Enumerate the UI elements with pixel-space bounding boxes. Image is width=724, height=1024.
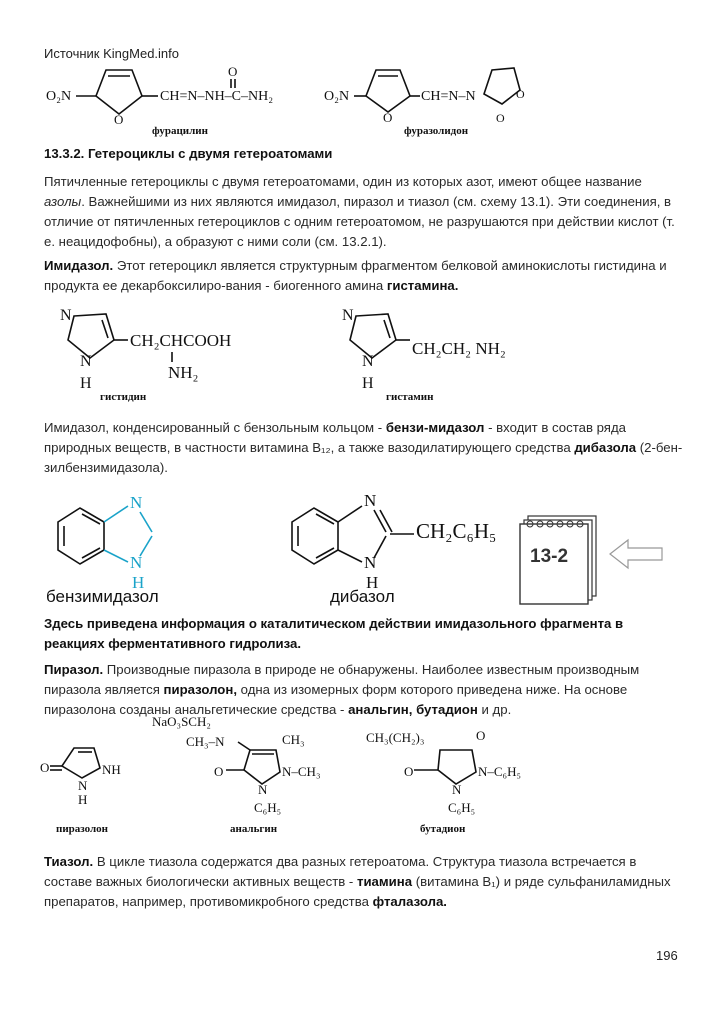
pyrazolone-figure bbox=[40, 714, 560, 838]
pyrazolone-n: N bbox=[78, 778, 88, 793]
histidine-name: гистидин bbox=[100, 391, 147, 403]
pyrazolone-bold: пиразолон, bbox=[163, 682, 237, 697]
dibazol-name: дибазол bbox=[330, 587, 395, 606]
histidine-n1: N bbox=[60, 307, 72, 324]
imidazole-text: Этот гетероцикл является структурным фрагментом белковой аминокислоты гистидина и продукта ее декарбоксилиро-вания - биогенного амина bbox=[44, 258, 667, 293]
histidine-histamine-figure bbox=[40, 296, 560, 404]
dibazol-bold: дибазола bbox=[574, 440, 637, 455]
furazolidon-ring-o: O bbox=[383, 110, 393, 125]
analgin-o: O bbox=[214, 764, 224, 779]
notebook-icon[interactable] bbox=[520, 516, 596, 604]
analgin-ch3: CH₃ bbox=[282, 732, 305, 747]
benzimidazole-n2: N bbox=[130, 553, 143, 572]
analgin-nch3: N–CH₃ bbox=[282, 764, 321, 779]
butadion-top: CH₃(CH₂)₃ bbox=[366, 730, 425, 745]
histamine-bold: гистамина. bbox=[386, 278, 459, 293]
thiazole-text-2: (витамина В₁) и ряде сульфаниламидных препаратов, например, противомикробного средства bbox=[44, 874, 671, 909]
intro-paragraph bbox=[44, 172, 684, 252]
intro-text-2: . Важнейшими из них являются имидазол, пиразол и тиазол (см. схему 13.1). Эти соединения, в отличие от пятичленных гетероциклов с одним гетероатомом, не разрушаются при действии кислот (т. е. неацидофобны), а образуют с ними соли (см. 13.2.1). bbox=[44, 194, 675, 249]
histamine-chain: CH₂CH₂ NH₂ bbox=[412, 339, 506, 358]
dibazol-n2: N bbox=[364, 553, 377, 572]
histamine-structure bbox=[342, 307, 506, 403]
histidine-h: H bbox=[80, 375, 92, 392]
section-heading: 13.3.2. Гетероциклы с двумя гетероатомами bbox=[44, 146, 333, 161]
butadion-nc6h5: N–C₆H₅ bbox=[478, 764, 522, 779]
pyrazole-text-1: Производные пиразола в природе не обнаружены. Наиболее известным производным пиразола является bbox=[44, 662, 640, 697]
pyrazolone-name: пиразолон bbox=[56, 823, 109, 835]
benzimidazole-bold: бензи-мидазол bbox=[385, 420, 485, 435]
benzimidazole-text-3: (2-бен-зилбензимидазола). bbox=[44, 440, 683, 475]
furacilin-name: фурацилин bbox=[152, 125, 208, 137]
furazolidon-ring-o2: O bbox=[516, 87, 525, 101]
pyrazolone-o: O bbox=[40, 760, 50, 775]
pyrazolone-nh: NH bbox=[102, 762, 121, 777]
catalytic-note: Здесь приведена информация о каталитическом действии имидазольного фрагмента в реакциях ферментативного гидролиза. bbox=[44, 616, 624, 651]
dibazol-h: H bbox=[366, 573, 379, 592]
analgin-n: N bbox=[258, 782, 268, 797]
analgin-name: анальгин bbox=[230, 823, 278, 835]
butadion-structure bbox=[366, 728, 521, 835]
thiazole-text-1: В цикле тиазола содержатся два разных гетероатома. Структура тиазола встречается в составе важных биологически активных веществ - bbox=[44, 854, 637, 889]
furacilin-prefix: O₂N bbox=[46, 89, 72, 104]
histamine-n2: N bbox=[362, 353, 374, 370]
furazolidon-prefix: O₂N bbox=[324, 89, 350, 104]
page-number: 196 bbox=[656, 948, 678, 963]
pyrazole-text-2: одна из изомерных форм которого приведена ниже. На основе пиразолона созданы анальгетические средства - bbox=[44, 682, 628, 717]
analgin-c6h5: C₆H₅ bbox=[254, 800, 282, 815]
thiazole-paragraph bbox=[44, 852, 684, 912]
furacilin-chain: CH=N–NH–C–NH₂ bbox=[160, 89, 274, 104]
histamine-h: H bbox=[362, 375, 374, 392]
benzimidazole-dibazol-figure bbox=[40, 478, 680, 606]
furacilin-structure bbox=[46, 64, 273, 137]
butadion-o2: O bbox=[404, 764, 414, 779]
butadion-n: N bbox=[452, 782, 462, 797]
benzimidazole-text-1: Имидазол, конденсированный с бензольным кольцом - bbox=[44, 420, 386, 435]
furazolidon-chain: CH=N–N bbox=[421, 89, 476, 104]
histidine-structure bbox=[60, 307, 231, 403]
imidazole-paragraph bbox=[44, 256, 684, 296]
butadion-name: бутадион bbox=[420, 823, 466, 835]
analgin-structure bbox=[152, 714, 320, 835]
dibazol-n1: N bbox=[364, 491, 377, 510]
histamine-name: гистамин bbox=[386, 391, 434, 403]
benzimidazole-paragraph bbox=[44, 418, 684, 478]
pyrazole-title: Пиразол. bbox=[44, 662, 104, 677]
scheme-label: 13-2 bbox=[530, 546, 569, 567]
histidine-n2: N bbox=[80, 353, 92, 370]
furacilin-ring-o: O bbox=[114, 112, 124, 127]
furazolidon-structure bbox=[324, 68, 525, 137]
analgin-butadion-bold: анальгин, бутадион bbox=[348, 702, 478, 717]
pyrazole-text-3: и др. bbox=[477, 702, 512, 717]
pyrazolone-h: H bbox=[78, 792, 88, 807]
benzimidazole-text-2: - входит в состав ряда природных веществ, в частности витамина В₁₂, а также вазодилатирующего средства bbox=[44, 420, 626, 455]
butadion-o1: O bbox=[476, 728, 486, 743]
dibazol-chain: CH₂C₆H₅ bbox=[416, 519, 497, 543]
thiamine-bold: тиамина bbox=[356, 874, 413, 889]
analgin-ch3n: CH₃–N bbox=[186, 734, 225, 749]
intro-text-1: Пятичленные гетероциклы с двумя гетероатомами, один из которых азот, имеют общее название bbox=[44, 174, 642, 189]
top-structures-figure bbox=[40, 60, 525, 138]
dibazol-structure bbox=[292, 491, 496, 606]
furacilin-carbonyl-o: O bbox=[228, 64, 238, 79]
butadion-c6h5: C₆H₅ bbox=[448, 800, 476, 815]
pyrazolone-structure bbox=[40, 748, 121, 835]
benzimidazole-name: бензимидазол bbox=[46, 587, 159, 606]
histamine-n1: N bbox=[342, 307, 354, 324]
ftalazol-bold: фталазола. bbox=[372, 894, 447, 909]
source-label: Источник KingMed.info bbox=[44, 46, 179, 61]
thiazole-title: Тиазол. bbox=[44, 854, 94, 869]
pyrazole-paragraph bbox=[44, 660, 684, 720]
benzimidazole-h: H bbox=[132, 573, 145, 592]
imidazole-title: Имидазол. bbox=[44, 258, 114, 273]
furazolidon-carbonyl-o: O bbox=[496, 111, 505, 125]
analgin-top: NaO₃SCH₂ bbox=[152, 714, 211, 729]
benzimidazole-n1: N bbox=[130, 493, 143, 512]
histidine-nh2: NH₂ bbox=[168, 363, 199, 382]
benzimidazole-structure bbox=[46, 493, 159, 606]
left-arrow-icon[interactable] bbox=[610, 540, 662, 568]
furazolidon-name: фуразолидон bbox=[404, 125, 469, 137]
intro-emphasis: азолы bbox=[44, 194, 82, 209]
histidine-chain: CH₂CHCOOH bbox=[130, 331, 232, 350]
